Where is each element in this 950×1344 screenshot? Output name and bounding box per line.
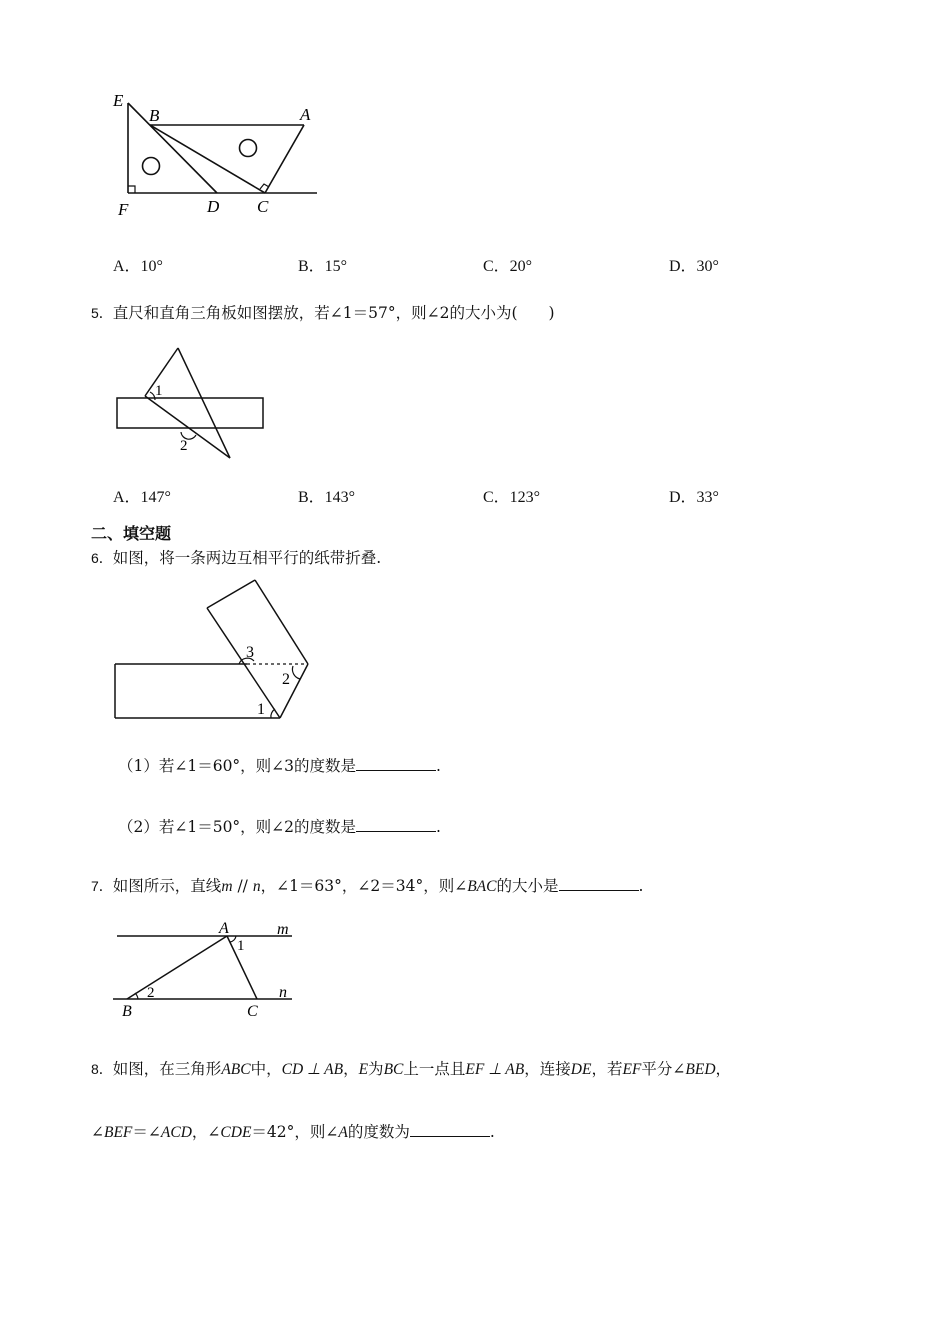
figure-q4: [100, 85, 330, 225]
q8-text-2b: ＝∠: [132, 1123, 161, 1141]
question-8-number: 8．: [91, 1061, 113, 1077]
q8-text-1g: ，若: [591, 1060, 623, 1078]
q8-text-1b: 中，: [250, 1060, 282, 1078]
q8-bed: BED: [685, 1061, 716, 1078]
q7-label-A: A: [219, 920, 229, 937]
q8-text-1a: 如图，在三角形: [112, 1060, 222, 1078]
question-7-text-b: ，∠1＝63°，∠2＝34°，则∠: [260, 877, 468, 895]
q8-e: E: [358, 1061, 369, 1078]
q5-option-d[interactable]: D．33°: [669, 489, 719, 506]
label-C: C: [257, 197, 269, 216]
q8-cd-perp-ab: CD ⊥ AB: [281, 1061, 344, 1078]
q7-label-C: C: [247, 1003, 258, 1020]
q6-label-1: 1: [257, 701, 265, 718]
q4-option-b[interactable]: B．15°: [298, 258, 348, 275]
q8-bef: BEF: [104, 1124, 133, 1141]
q8-bc: BC: [383, 1061, 404, 1078]
question-7-text-a: 如图所示，直线: [112, 877, 222, 895]
question-8-line2: ∠BEF＝∠ACD，∠CDE＝42°，则∠A的度数为 .: [91, 1123, 495, 1141]
q8-text-1i: ，: [715, 1060, 732, 1078]
question-6-number: 6．: [91, 550, 113, 566]
answer-blank-8[interactable]: [410, 1122, 490, 1137]
q5-option-a[interactable]: A．147°: [113, 489, 171, 506]
q8-ef-perp-ab: EF ⊥ AB: [465, 1061, 525, 1078]
section-title: 二、填空题: [91, 524, 172, 543]
q5-option-c[interactable]: C．123°: [483, 489, 541, 506]
q5-label-2: 2: [180, 438, 188, 454]
q8-text-2a: ∠: [91, 1123, 104, 1141]
q4-option-c[interactable]: C．20°: [483, 258, 533, 275]
figure-q5: [110, 340, 275, 465]
q5-option-b[interactable]: B．143°: [298, 489, 356, 506]
q7-label-1: 1: [237, 938, 245, 954]
q7-label-n: n: [279, 984, 287, 1001]
q8-text-1c: ，: [343, 1060, 359, 1078]
figure-q7: [105, 915, 305, 1023]
q8-text-1h: 平分∠: [641, 1060, 686, 1078]
q8-text-2d: ＝42°，则∠: [251, 1123, 339, 1141]
label-A: A: [300, 105, 311, 124]
q7-label-B: B: [122, 1003, 132, 1020]
question-8-line1: [91, 1057, 731, 1079]
q5-label-1: 1: [155, 383, 163, 399]
question-6-sub2-text: （2）若∠1＝50°，则∠2的度数是: [118, 818, 357, 836]
answer-blank-6-2[interactable]: [356, 817, 436, 832]
label-F: F: [118, 200, 129, 219]
q8-text-2c: ，∠: [191, 1123, 221, 1141]
question-6-text: 如图，将一条两边互相平行的纸带折叠.: [112, 549, 382, 567]
q7-parallel: //: [232, 877, 253, 895]
q8-cde: CDE: [220, 1124, 252, 1141]
q8-a: A: [338, 1124, 348, 1141]
q8-text-1f: ，连接: [524, 1060, 571, 1078]
q8-ef: EF: [622, 1061, 642, 1078]
label-D: D: [207, 197, 220, 216]
label-B: B: [149, 106, 160, 125]
question-5-text: 直尺和直角三角板如图摆放，若∠1＝57°，则∠2的大小为( ): [112, 304, 555, 322]
question-5: [91, 301, 555, 323]
q6-label-2: 2: [282, 671, 290, 688]
q8-text-2e: 的度数为: [347, 1123, 410, 1141]
q6-label-3: 3: [246, 644, 254, 661]
q7-m: m: [221, 878, 233, 895]
label-E: E: [113, 91, 124, 110]
q7-label-m: m: [277, 921, 289, 938]
q7-bac: BAC: [467, 878, 497, 895]
q4-option-a[interactable]: A．10°: [113, 258, 163, 275]
question-6-sub1: （1）若∠1＝60°，则∠3的度数是 .: [118, 757, 441, 775]
answer-blank-7[interactable]: [559, 876, 639, 891]
question-7-text-c: 的大小是: [496, 877, 559, 895]
question-7: 7．如图所示，直线m // n，∠1＝63°，∠2＝34°，则∠BAC的大小是 .: [91, 877, 644, 895]
q8-text-1e: 上一点且: [403, 1060, 466, 1078]
question-7-number: 7．: [91, 878, 113, 894]
question-6-sub2: （2）若∠1＝50°，则∠2的度数是 .: [118, 818, 441, 836]
q7-label-2: 2: [147, 985, 155, 1001]
answer-blank-6-1[interactable]: [356, 756, 436, 771]
q4-option-d[interactable]: D．30°: [669, 258, 719, 275]
q8-de: DE: [570, 1061, 592, 1078]
question-5-number: 5．: [91, 305, 113, 321]
question-6: [91, 546, 381, 568]
q8-acd: ACD: [160, 1124, 192, 1141]
figure-q6: [105, 572, 320, 727]
question-6-sub1-text: （1）若∠1＝60°，则∠3的度数是: [118, 757, 357, 775]
q8-text-1d: 为: [368, 1060, 384, 1078]
q7-n: n: [252, 878, 261, 895]
q8-abc: ABC: [221, 1061, 251, 1078]
